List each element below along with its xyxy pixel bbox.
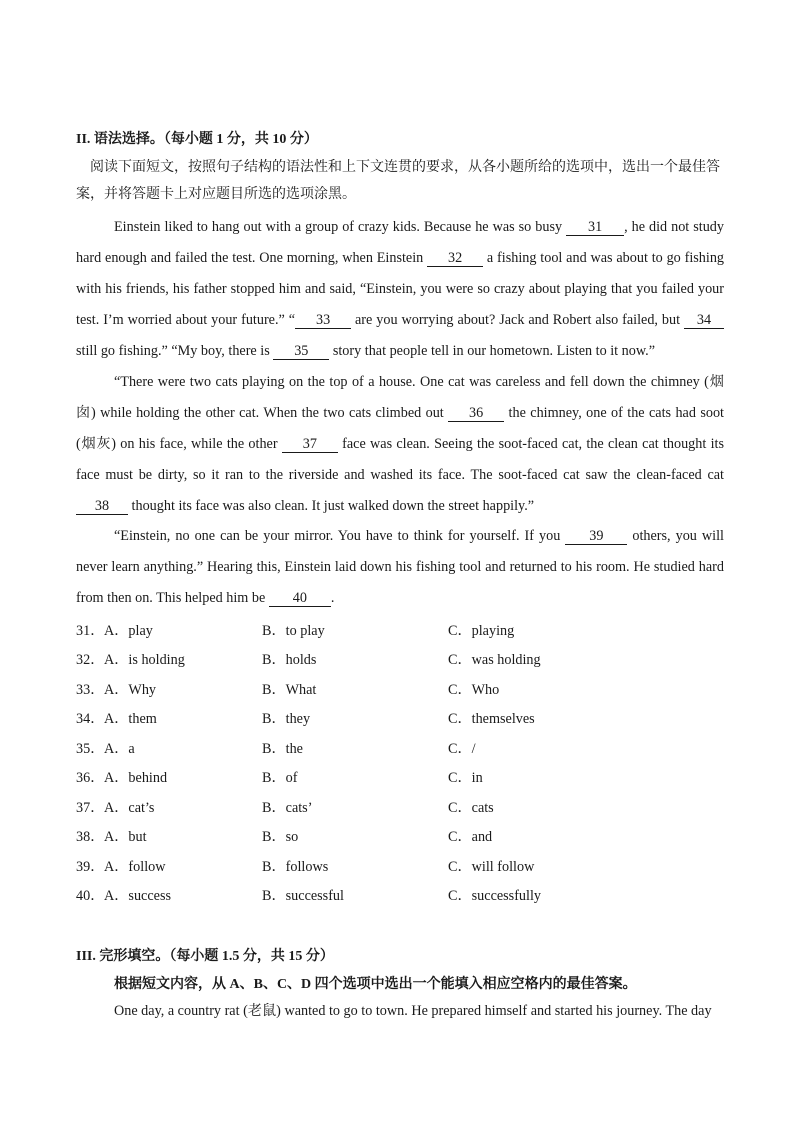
question-number: 33． (76, 682, 105, 698)
option-row (76, 885, 724, 905)
text: the chimney, one of the cats had soot (烟灰) on his face, while the other (76, 405, 724, 452)
text: One day, a country rat (老鼠) wanted to go to town. He prepared himself and started his journey. The day (114, 1003, 712, 1019)
cloze-passage (76, 996, 724, 1027)
option-row (76, 797, 724, 817)
option-row (76, 826, 724, 846)
option-row (76, 708, 724, 728)
option-row (76, 649, 724, 669)
option-c: C．cats (448, 800, 494, 816)
question-number: 38． (76, 829, 105, 845)
blank-34: 34 (684, 312, 724, 329)
option-a: A．is holding (104, 652, 185, 668)
text: are you worrying about? Jack and Robert also failed, but (351, 312, 684, 328)
text: . (330, 590, 335, 606)
option-a: A．success (104, 888, 171, 904)
text: “There were two cats playing on the top of a house. One cat was careless and fell down the chimney (烟囱) while holding the other cat. When the two cats climbed out (76, 374, 724, 421)
question-number: 40． (76, 888, 105, 904)
question-number: 31． (76, 623, 105, 639)
option-c: C．will follow (448, 859, 535, 875)
question-number: 36． (76, 770, 105, 786)
option-b: B．of (262, 770, 298, 786)
blank-39: 39 (565, 528, 627, 545)
option-row (76, 620, 724, 640)
text: others, you will never learn anything.” Hearing this, Einstein laid down his fishing tool and returned to his room. He studied hard from then on. This helped him be (76, 528, 724, 606)
question-number: 35． (76, 741, 105, 757)
blank-32: 32 (427, 250, 483, 267)
passage-paragraph-3 (76, 521, 724, 614)
option-a: A．cat’s (104, 800, 155, 816)
option-b: B．successful (262, 888, 344, 904)
text: a fishing tool and was about to go fishing with his friends, his father stopped him and said, “Einstein, you were so crazy about playing that you failed your test. I’m worried about your future.” “ (76, 250, 725, 328)
option-c: C．themselves (448, 711, 535, 727)
option-a: A．play (104, 623, 153, 639)
option-a: A．but (104, 829, 147, 845)
blank-35: 35 (273, 343, 329, 360)
blank-31: 31 (566, 219, 624, 236)
blank-36: 36 (448, 405, 504, 422)
text: thought its face was also clean. It just walked down the street happily.” (128, 498, 535, 514)
option-row (76, 856, 724, 876)
blank-40: 40 (269, 590, 331, 607)
option-b: B．they (262, 711, 311, 727)
option-a: A．behind (104, 770, 168, 786)
question-number: 37． (76, 800, 105, 816)
option-row (76, 679, 724, 699)
section-2-title: II. 语法选择。（每小题 1 分，共 10 分） (76, 132, 318, 147)
question-number: 39． (76, 859, 105, 875)
option-b: B．so (262, 829, 299, 845)
option-row (76, 767, 724, 787)
option-c: C．and (448, 829, 493, 845)
option-a: A．a (104, 741, 135, 757)
text: Einstein liked to hang out with a group of crazy kids. Because he was so busy (114, 219, 567, 235)
question-number: 34． (76, 711, 105, 727)
section-2-instruction (76, 154, 724, 208)
option-c: C．Who (448, 682, 500, 698)
option-b: B．the (262, 741, 303, 757)
question-number: 32． (76, 652, 105, 668)
option-c: C．playing (448, 623, 515, 639)
option-c: C．was holding (448, 652, 541, 668)
text: “Einstein, no one can be your mirror. You have to think for yourself. If you (114, 528, 566, 544)
section-3-title: III. 完形填空。（每小题 1.5 分，共 15 分） (76, 949, 334, 964)
text: , he did not study hard enough and failed the test. One morning, when Einstein (76, 219, 724, 266)
option-c: C．successfully (448, 888, 541, 904)
blank-37: 37 (282, 436, 338, 453)
blank-33: 33 (295, 312, 351, 329)
option-b: B．follows (262, 859, 329, 875)
option-b: B．holds (262, 652, 317, 668)
option-c: C．in (448, 770, 483, 786)
option-b: B．to play (262, 623, 325, 639)
option-b: B．cats’ (262, 800, 313, 816)
text: story that people tell in our hometown. Listen to it now.” (329, 343, 656, 359)
passage-paragraph-1 (76, 212, 724, 367)
instruction-text: 阅读下面短文，按照句子结构的语法性和上下文连贯的要求，从各小题所给的选项中，选出一个最佳答案，并将答题卡上对应题目所选的选项涂黑。 (76, 160, 720, 202)
passage-paragraph-2 (76, 367, 724, 522)
option-a: A．follow (104, 859, 166, 875)
option-a: A．them (104, 711, 157, 727)
option-b: B．What (262, 682, 317, 698)
option-c: C．/ (448, 741, 476, 757)
blank-38: 38 (76, 498, 128, 515)
section-3-instruction: 根据短文内容，从 A、B、C、D 四个选项中选出一个能填入相应空格内的最佳答案。 (114, 977, 637, 992)
option-row (76, 738, 724, 758)
text: still go fishing.” “My boy, there is (76, 343, 274, 359)
text: face was clean. Seeing the soot-faced cat, the clean cat thought its face must be dirty, so it ran to the riverside and washed its face. The soot-faced cat saw the clean-faced cat (76, 436, 724, 483)
option-a: A．Why (104, 682, 157, 698)
